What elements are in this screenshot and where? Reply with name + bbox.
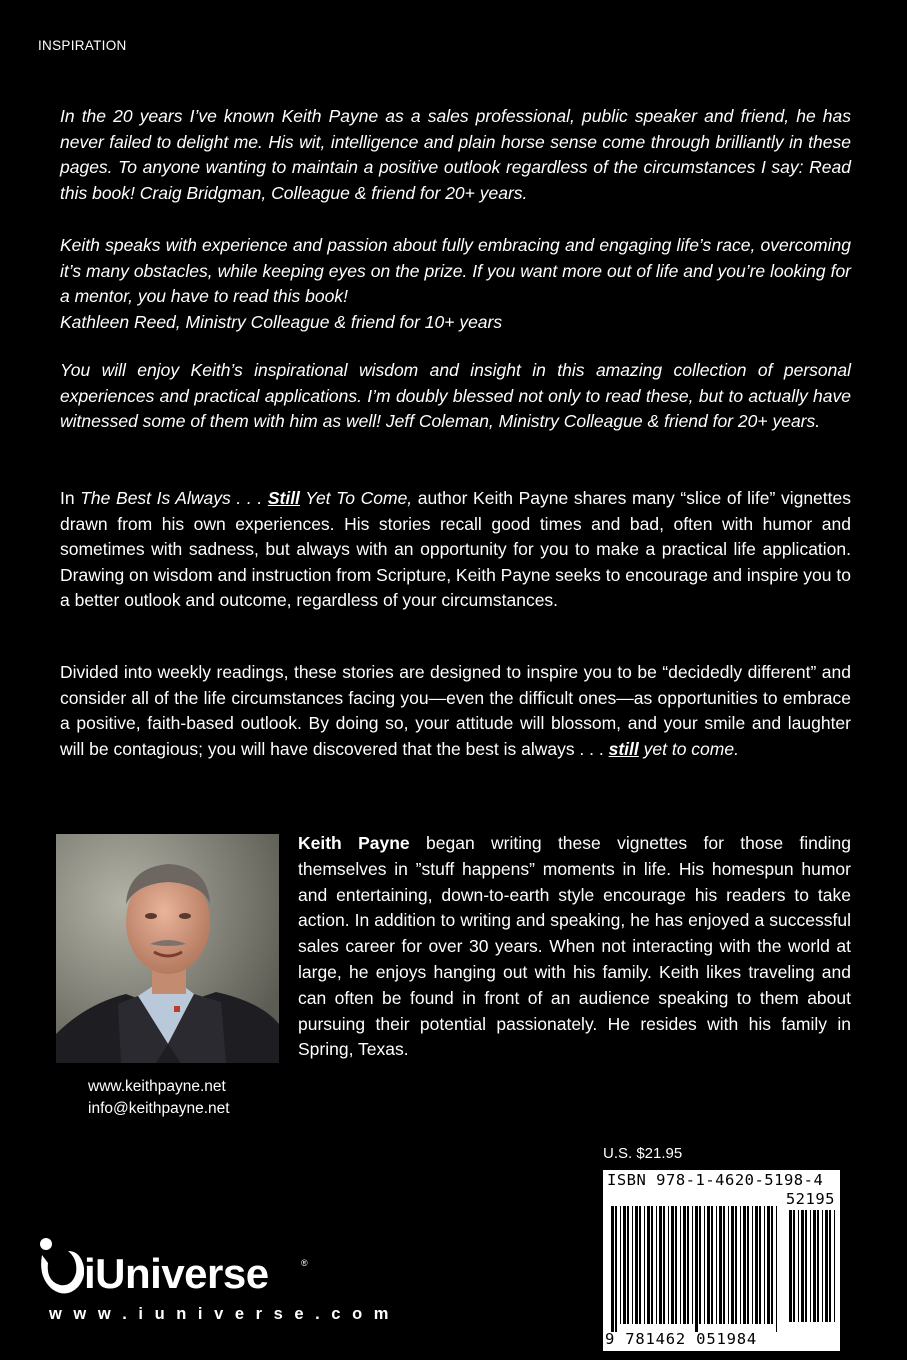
author-photo [56, 834, 279, 1063]
barcode-bar [798, 1210, 799, 1322]
barcode-bar [644, 1206, 645, 1324]
barcode-bar [671, 1206, 674, 1324]
barcode-bar [776, 1206, 777, 1332]
price-code: 52195 [785, 1190, 835, 1208]
iuniverse-logo-icon [38, 1237, 84, 1297]
barcode-bar [764, 1206, 765, 1324]
testimonial-reed-quote: Keith speaks with experience and passion about fully embracing and engaging life’s race, overcoming it’s many obstacles, while keeping eyes on the prize. If you want more out of life and you’re looking for a mentor, you have to read this book! [60, 235, 851, 306]
barcode-bar [719, 1206, 722, 1324]
barcode-bar [810, 1210, 811, 1322]
barcode-bar [793, 1210, 795, 1322]
ean-number: 9 781462 051984 [605, 1330, 757, 1348]
barcode-bar [767, 1206, 770, 1324]
isbn: ISBN 978-1-4620-5198-4 [607, 1171, 824, 1189]
barcode-bar [825, 1210, 828, 1322]
author-website[interactable]: www.keithpayne.net [88, 1078, 226, 1095]
barcode-bar [623, 1206, 626, 1324]
barcode-bar [759, 1206, 761, 1324]
barcode-bar [639, 1206, 641, 1324]
book-description [60, 486, 851, 614]
author-contact [88, 1076, 230, 1120]
barcode-bar [611, 1206, 614, 1332]
category-label: INSPIRATION [38, 38, 127, 53]
barcode-bar [716, 1206, 717, 1324]
price: U.S. $21.95 [603, 1145, 683, 1162]
barcode-bar [755, 1206, 758, 1324]
barcode-bar [659, 1206, 662, 1324]
publisher-name: iUniverse [84, 1250, 269, 1297]
barcode-bar [656, 1206, 657, 1324]
barcode-bar [692, 1206, 693, 1324]
still-emphasis: still [608, 738, 639, 759]
barcode-bar [651, 1206, 653, 1324]
barcode-bar [743, 1206, 746, 1324]
barcode-bar [813, 1210, 816, 1322]
barcode-bar [632, 1206, 633, 1324]
barcode-bar [723, 1206, 725, 1324]
barcode-bar [752, 1206, 753, 1324]
barcode-bar [680, 1206, 681, 1324]
author-bio [298, 831, 851, 1063]
barcode-bar [822, 1210, 823, 1322]
barcode-bar [711, 1206, 713, 1324]
testimonial-bridgman: In the 20 years I’ve known Keith Payne as a sales professional, public speaker and friend, he has never failed to delight me. His wit, intelligence and plain horse sense come through brilliantly in these pages. To anyone wanting to maintain a positive outlook regardless of the circumstances I say: Read this book! Craig Bridgman, Colleague & friend for 20+ years. [60, 106, 851, 203]
book-title-still: Still [267, 488, 300, 508]
barcode-bar [789, 1210, 792, 1322]
barcode-bar [663, 1206, 665, 1324]
barcode-bar [675, 1206, 677, 1324]
description-text: author Keith Payne shares many “slice of life” vignettes drawn from his own experiences. His stories recall good times and bad, often with humor and sometimes with sadness, but always with an opportunity for you to make a practical life application. Drawing on wisdom and instruction from Scripture, Keith Payne seeks to encourage and inspire you to a better outlook and outcome, regardless of your circumstances. [60, 488, 851, 610]
barcode-bar [699, 1206, 701, 1324]
barcode-bar [620, 1206, 621, 1324]
description-intro: In [60, 488, 81, 508]
author-name: Keith Payne [298, 833, 410, 853]
barcode-bar [695, 1206, 698, 1332]
barcode-bar [627, 1206, 629, 1324]
barcode-bar [704, 1206, 705, 1324]
barcode-bar [740, 1206, 741, 1324]
book-title [80, 488, 412, 508]
barcode-bar [805, 1210, 807, 1322]
barcode-bar [829, 1210, 831, 1322]
barcode-bar [771, 1206, 773, 1324]
price-barcode-bars [789, 1210, 837, 1330]
barcode-bar [731, 1206, 734, 1324]
description2-text: Divided into weekly readings, these stories are designed to inspire you to be “decidedly different” and consider all of the life circumstances facing you—even the difficult ones—as opportunities to embrace a positive, faith-based outlook. By doing so, your attitude will blossom, and your smile and laughter will be contagious; you will have discovered that the best is always . . . [60, 662, 851, 759]
ean-barcode-bars [611, 1206, 779, 1332]
barcode-bar [817, 1210, 819, 1322]
barcode-bar [687, 1206, 689, 1324]
author-bio-text: began writing these vignettes for those finding themselves in ”stuff happens” moments in life. His homespun humor and entertaining, down-to-earth style encourage his readers to take action. In addition to writing and speaking, he has enjoyed a successful sales career for over 30 years. When not interacting with the world at large, he enjoys hanging out with his family. Keith likes traveling and can often be found in front of an audience speaking to them about pursuing their potential passionately. He resides with his family in Spring, Texas. [298, 833, 851, 1060]
testimonial-reed-attribution: Kathleen Reed, Ministry Colleague & friend for 10+ years [60, 311, 503, 332]
barcode [603, 1170, 840, 1351]
book-title-part-b: Yet To Come, [299, 488, 413, 508]
book-title-part-a: The Best Is Always . . . [80, 488, 268, 508]
description2-end: yet to come. [638, 738, 739, 759]
barcode-bar [683, 1206, 686, 1324]
barcode-bar [668, 1206, 669, 1324]
barcode-bar [728, 1206, 729, 1324]
barcode-bar [801, 1210, 804, 1322]
testimonial-reed [60, 233, 851, 335]
barcode-bar [707, 1206, 710, 1324]
barcode-bar [747, 1206, 749, 1324]
barcode-bar [735, 1206, 737, 1324]
author-email[interactable]: info@keithpayne.net [88, 1100, 230, 1117]
barcode-bar [647, 1206, 650, 1324]
testimonial-coleman: You will enjoy Keith’s inspirational wisdom and insight in this amazing collection of personal experiences and practical applications. I’m doubly blessed not only to read these, but to actually have witnessed some of them with him as well! Jeff Coleman, Ministry Colleague & friend for 20+ years. [60, 360, 851, 431]
publisher-url[interactable]: w w w . i u n i v e r s e . c o m [49, 1305, 392, 1323]
barcode-bar [834, 1210, 835, 1322]
registered-mark: ® [301, 1258, 308, 1268]
book-description-2 [60, 660, 851, 762]
barcode-bar [615, 1206, 617, 1332]
barcode-bar [635, 1206, 638, 1324]
